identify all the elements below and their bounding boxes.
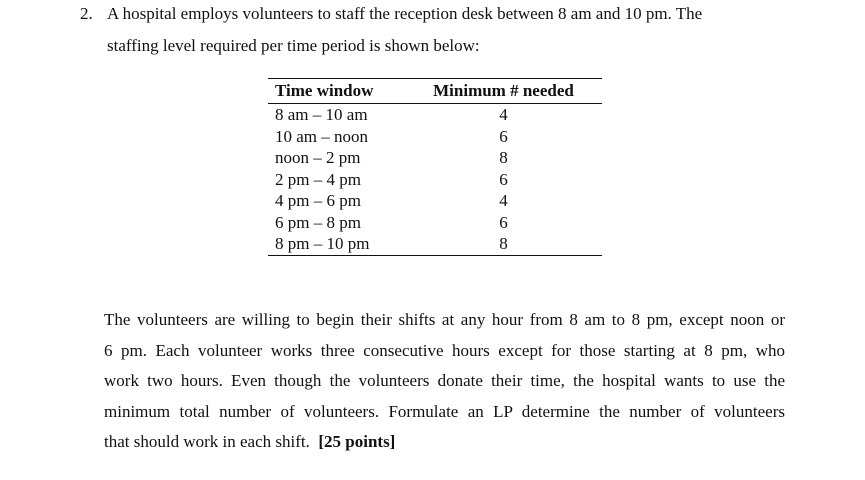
problem-description-paragraph (104, 307, 785, 460)
table-row (268, 126, 602, 148)
header-time-window: Time window (275, 81, 374, 100)
minimum-needed-cell: 8 (499, 148, 508, 167)
time-window-cell: 8 pm – 10 pm (275, 234, 370, 253)
minimum-needed-cell: 4 (499, 191, 508, 210)
table-row (268, 104, 602, 126)
time-window-cell: 8 am – 10 am (275, 105, 368, 124)
points-label: [25 points] (318, 432, 396, 451)
minimum-needed-cell: 4 (499, 105, 508, 124)
paragraph-line-4: minimum total number of volunteers. Formulate an LP determine the number of volunteers (104, 401, 785, 421)
table-row (268, 212, 602, 234)
time-window-cell: 2 pm – 4 pm (275, 169, 361, 189)
problem-statement-text-1: A hospital employs volunteers to staff the reception desk between 8 am and 10 pm. The (107, 4, 703, 23)
time-window-cell: noon – 2 pm (275, 148, 361, 167)
staffing-table (268, 78, 602, 256)
paragraph-line-2: 6 pm. Each volunteer works three consecutive hours except for those starting at 8 pm, who (104, 340, 785, 360)
problem-statement-line-2: staffing level required per time period is shown below: (107, 36, 480, 55)
time-window-cell: 6 pm – 8 pm (275, 212, 361, 232)
paragraph-line-1: The volunteers are willing to begin their shifts at any hour from 8 am to 8 pm, except noon or (104, 310, 785, 329)
header-minimum-needed: Minimum # needed (433, 81, 574, 100)
time-window-cell: 4 pm – 6 pm (275, 191, 361, 210)
problem-statement-line-1 (80, 4, 786, 24)
table-row (268, 147, 602, 169)
table-header-row (268, 79, 602, 104)
time-window-cell: 10 am – noon (275, 126, 369, 146)
minimum-needed-cell: 6 (499, 169, 508, 189)
table-row (268, 233, 602, 255)
minimum-needed-cell: 6 (499, 212, 508, 232)
minimum-needed-cell: 8 (499, 234, 508, 253)
table-row (268, 190, 602, 212)
paragraph-line-5 (104, 429, 785, 460)
paragraph-line-3: work two hours. Even though the volunteers donate their time, the hospital wants to use the (104, 371, 785, 390)
table-row (268, 169, 602, 191)
minimum-needed-cell: 6 (499, 126, 508, 146)
problem-number: 2. (80, 4, 93, 23)
paragraph-line-5-text: that should work in each shift. (104, 432, 310, 451)
